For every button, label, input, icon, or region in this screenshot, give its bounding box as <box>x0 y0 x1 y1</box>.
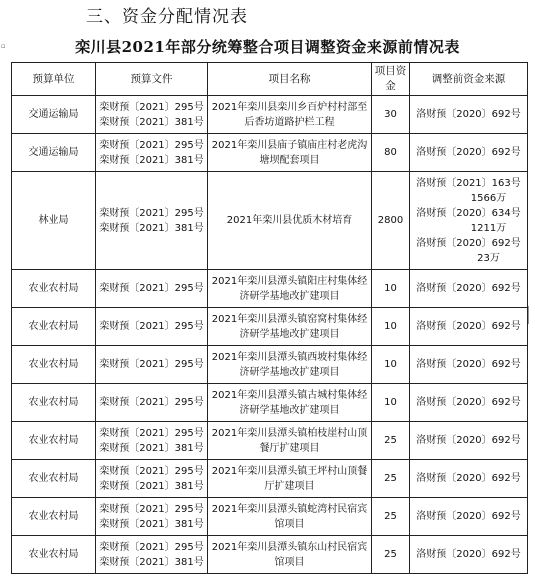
header-name: 项目名称 <box>208 63 372 96</box>
source-line: 洛财预〔2020〕692号 <box>416 435 521 446</box>
cell-unit: 交通运输局 <box>12 96 96 134</box>
cell-file: 栾财预〔2021〕295号栾财预〔2021〕381号 <box>96 96 208 134</box>
cell-name: 2021年栾川县优质木材培育 <box>208 172 372 270</box>
cell-file: 栾财预〔2021〕295号栾财预〔2021〕381号 <box>96 134 208 172</box>
cell-amount: 25 <box>372 498 410 536</box>
cell-file: 栾财预〔2021〕295号 <box>96 270 208 308</box>
source-line: 洛财预〔2020〕692号 <box>416 237 521 249</box>
cell-unit: 农业农村局 <box>12 498 96 536</box>
cell-unit: 农业农村局 <box>12 422 96 460</box>
table-row <box>12 460 528 498</box>
cell-source <box>410 460 528 498</box>
margin-marker <box>528 306 535 324</box>
cell-unit: 农业农村局 <box>12 460 96 498</box>
table-row <box>12 308 528 346</box>
cell-unit: 农业农村局 <box>12 270 96 308</box>
cell-source <box>410 536 528 574</box>
header-amount: 项目资金 <box>372 63 410 96</box>
cell-file: 栾财预〔2021〕295号栾财预〔2021〕381号 <box>96 172 208 270</box>
section-heading: 三、资金分配情况表 <box>86 7 248 27</box>
source-line: 洛财预〔2020〕692号 <box>416 549 521 560</box>
table-title: 栾川县2021年部分统筹整合项目调整资金来源前情况表 <box>75 38 460 56</box>
cell-unit: 农业农村局 <box>12 308 96 346</box>
cell-amount: 25 <box>372 422 410 460</box>
cell-source <box>410 134 528 172</box>
cell-source <box>410 308 528 346</box>
table-row <box>12 346 528 384</box>
source-line: 洛财预〔2020〕692号 <box>416 321 521 332</box>
cell-amount: 10 <box>372 270 410 308</box>
table-row <box>12 384 528 422</box>
source-line: 洛财预〔2020〕692号 <box>416 511 521 522</box>
cell-amount: 80 <box>372 134 410 172</box>
table-row <box>12 536 528 574</box>
cell-amount: 2800 <box>372 172 410 270</box>
source-line: 洛财预〔2020〕634号 <box>416 207 521 219</box>
source-line: 洛财预〔2020〕692号 <box>416 397 521 408</box>
source-line: 1211万 <box>470 222 507 234</box>
table-row <box>12 172 528 270</box>
cell-name: 2021年栾川县庙子镇庙庄村老虎沟塘坝配套项目 <box>208 134 372 172</box>
funds-table <box>11 62 528 574</box>
cell-name: 2021年栾川县潭头镇东山村民宿宾馆项目 <box>208 536 372 574</box>
cell-source <box>410 422 528 460</box>
cell-unit: 农业农村局 <box>12 384 96 422</box>
cell-unit: 交通运输局 <box>12 134 96 172</box>
cell-file: 栾财预〔2021〕295号 <box>96 346 208 384</box>
cell-source <box>410 498 528 536</box>
table-row <box>12 96 528 134</box>
cell-file: 栾财预〔2021〕295号栾财预〔2021〕381号 <box>96 460 208 498</box>
cell-source <box>410 346 528 384</box>
cell-name: 2021年栾川县潭头镇蛇湾村民宿宾馆项目 <box>208 498 372 536</box>
cell-source <box>410 96 528 134</box>
cell-source <box>410 270 528 308</box>
header-unit: 预算单位 <box>12 63 96 96</box>
cell-file: 栾财预〔2021〕295号栾财预〔2021〕381号 <box>96 422 208 460</box>
source-line: 洛财预〔2020〕692号 <box>416 109 521 120</box>
anchor-icon: ⸋ <box>1 44 6 54</box>
cell-name: 2021年栾川县潭头镇柏枝崖村山顶餐厅扩建项目 <box>208 422 372 460</box>
cell-amount: 25 <box>372 536 410 574</box>
cell-name: 2021年栾川县潭头镇古城村集体经济研学基地改扩建项目 <box>208 384 372 422</box>
cell-file: 栾财预〔2021〕295号 <box>96 308 208 346</box>
cell-source <box>410 384 528 422</box>
cell-unit: 农业农村局 <box>12 346 96 384</box>
cell-amount: 10 <box>372 308 410 346</box>
source-line: 洛财预〔2020〕692号 <box>416 359 521 370</box>
table-row <box>12 422 528 460</box>
source-line: 洛财预〔2020〕692号 <box>416 283 521 294</box>
cell-name: 2021年栾川县潭头镇阳庄村集体经济研学基地改扩建项目 <box>208 270 372 308</box>
source-line: 1566万 <box>470 192 507 204</box>
cell-amount: 10 <box>372 346 410 384</box>
header-source: 调整前资金来源 <box>410 63 528 96</box>
cell-file: 栾财预〔2021〕295号栾财预〔2021〕381号 <box>96 536 208 574</box>
cell-amount: 10 <box>372 384 410 422</box>
source-line: 洛财预〔2020〕692号 <box>416 473 521 484</box>
table-row <box>12 270 528 308</box>
table-row <box>12 134 528 172</box>
table-row <box>12 498 528 536</box>
cell-file: 栾财预〔2021〕295号栾财预〔2021〕381号 <box>96 498 208 536</box>
cell-amount: 25 <box>372 460 410 498</box>
header-row <box>12 63 528 96</box>
cell-name: 2021年栾川县栾川乡百炉村村部至后香坊道路护栏工程 <box>208 96 372 134</box>
source-line: 23万 <box>477 252 500 264</box>
header-file: 预算文件 <box>96 63 208 96</box>
cell-source <box>410 172 528 270</box>
table-body <box>12 96 528 574</box>
cell-unit: 农业农村局 <box>12 536 96 574</box>
cell-name: 2021年栾川县潭头镇西坡村集体经济研学基地改扩建项目 <box>208 346 372 384</box>
cell-amount: 30 <box>372 96 410 134</box>
cell-name: 2021年栾川县潭头镇王坪村山顶餐厅扩建项目 <box>208 460 372 498</box>
cell-name: 2021年栾川县潭头镇窑窝村集体经济研学基地改扩建项目 <box>208 308 372 346</box>
source-line: 洛财预〔2021〕163号 <box>416 177 521 189</box>
source-line: 洛财预〔2020〕692号 <box>416 147 521 158</box>
cell-unit: 林业局 <box>12 172 96 270</box>
cell-file: 栾财预〔2021〕295号 <box>96 384 208 422</box>
